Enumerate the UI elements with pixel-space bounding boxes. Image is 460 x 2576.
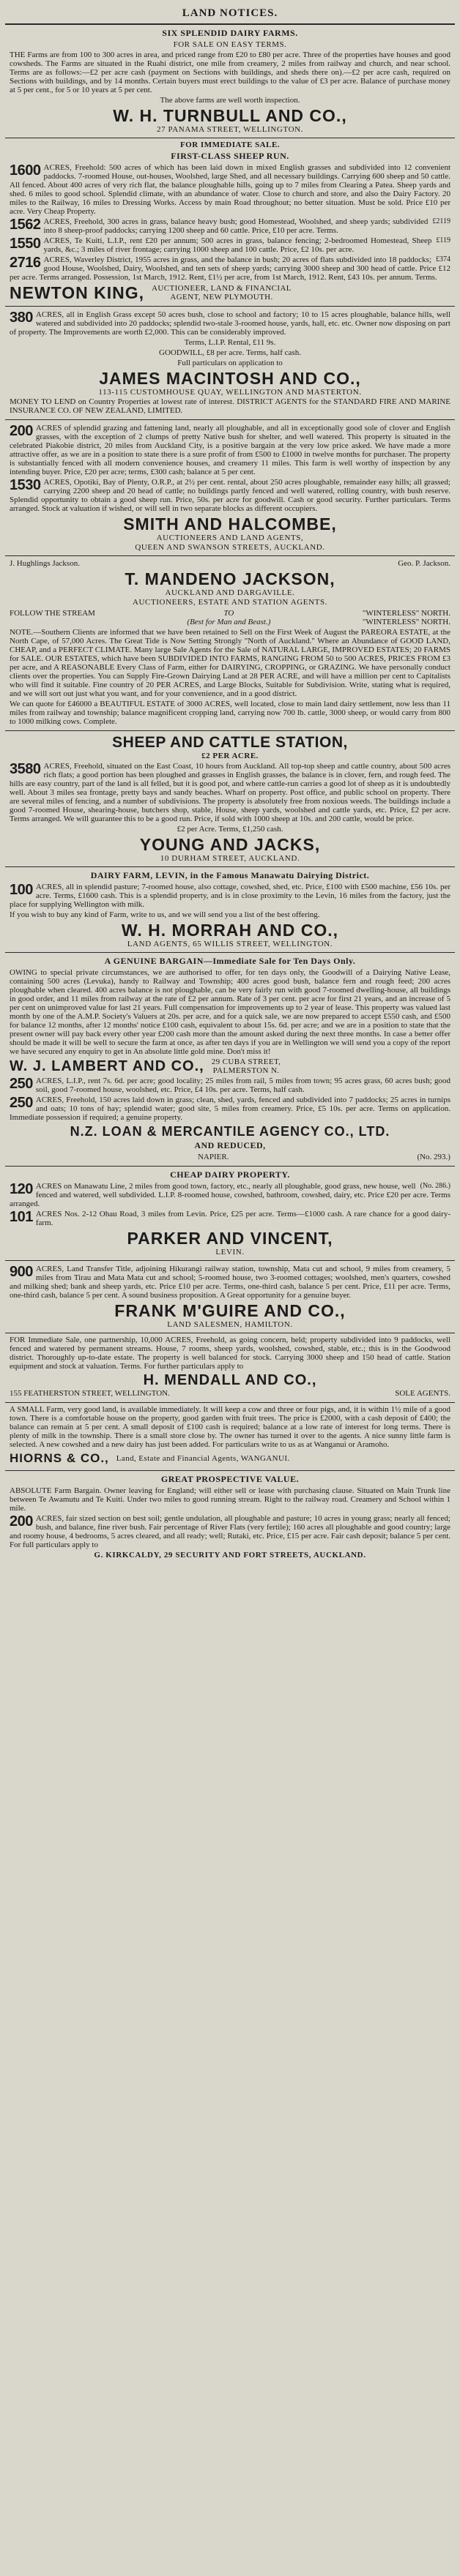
agent-name: YOUNG AND JACKS, [139, 835, 321, 854]
ad-subtitle: £2 PER ACRE. [201, 752, 259, 760]
agent-address: QUEEN AND SWANSON STREETS, AUCKLAND. [135, 543, 325, 552]
agent-name: G. KIRKCALDY, 29 SECURITY AND FORT STREETS, AUCKLAND. [94, 1551, 366, 1560]
listing-text: ACRES on Manawatu Line, 2 miles from good town, factory, etc., nearly all ploughable, good grass, new house, well fenced and watered, well subdivided. L.I.P. 8-roomed house, cowshed, bathroom, cowshed, dairy, etc. Price £20 per acre. Terms arranged. [10, 1182, 450, 1208]
listing-text: ACRES, Opotiki, Bay of Plenty, O.R.P., at 2½ per cent. rental, about 250 acres ploughable, remainder easy hills; all grassed; carrying 2200 sheep and 20 head of cattle; no buildings partly fenced and well watered, rolling country, with bush reserve. Splendid opportunity to obtain a good sheep run. Price, 50s. per acre for goodwill. Cash or good security. Further particulars. Terms arranged. Stock at valuation if wished, or will sell in two separate blocks as different occupiers. [10, 478, 450, 513]
ad-body: If you wish to buy any kind of Farm, write to us, and we will send you a list of the best offering. [10, 910, 320, 919]
listing-ref: £374 [436, 255, 450, 263]
terms-line: GOODWILL, £8 per acre. Terms, half cash. [159, 348, 301, 357]
agent-role: SOLE AGENTS. [395, 1389, 450, 1398]
ad-parker-vincent [5, 1167, 455, 1261]
listing-acres: 380 [10, 310, 33, 326]
listing-item [10, 883, 450, 909]
ad-kirkcaldy [5, 1471, 455, 1563]
listing-ref: £119 [436, 236, 450, 244]
ad-body-note: The above farms are well worth inspection. [160, 96, 300, 105]
listing-acres: 2716 [10, 255, 41, 271]
agent-name: NEWTON KING, [10, 283, 145, 302]
agent-address-line: PALMERSTON N. [212, 1066, 280, 1075]
ad-smith-halcombe [5, 420, 455, 556]
ad-title: FIRST-CLASS SHEEP RUN. [171, 151, 289, 161]
ad-kicker: FOR IMMEDIATE SALE. [179, 141, 281, 149]
agent-address [212, 1057, 281, 1075]
listing-text: ACRES, Freehold: 500 acres of which has been laid down in mixed English grasses and subdivided into 12 convenient paddocks. 7-roomed House, out-houses, Woolshed, large Shed, and all necessary buildings. Carrying 600 sheep and 50 cattle. All fenced. About 400 acres of very rich flat, the balance ploughable hills, going up to 7 miles from Clearing a Patea. Sheep yards and shed. 6 miles to good school. Splendid climate, with an abundance of water. Close to church and store, and also the Dairy Factory. 20 miles to the Railway, 16 miles to Dressing Works. Access by main Road throughout; no better situation. Must be sold. Price £10 per acre. Very Cheap Property. [10, 163, 450, 216]
follow-left: FOLLOW THE STREAM [10, 609, 95, 618]
listing-text: ACRES, all in splendid pasture; 7-roomed house, also cottage, cowshed, shed, etc. Price, £100 with £500 machine, £56 10s. per acre. Terms, £1600 cash. This is a splendid property, and is in close proximity to the Levin, 16 miles from the factory, just the place for supplying Wellington with milk. [10, 883, 450, 909]
listing-text: ACRES, L.I.P., rent 7s. 6d. per acre; good locality; 25 miles from rail, 5 miles from town; 95 acres grass, 60 acres bush; good soil, good 7-roomed house, woolshed, etc. Price, £4 10s. per acre. Terms, half cash. [35, 1077, 450, 1094]
follow-mid [187, 609, 270, 626]
ad-body: THE Farms are from 100 to 300 acres in area, and priced range from £20 to £80 per acre. Three of the properties have houses and good cowsheds. The Farms are situated in the Ruahi district, one mile from creamery, 2 miles from railway and church, and near school. Terms are as follows:—£2 per acre cash (payment on Sections with buildings, and sheds there on).—£2 per acre cash, required on Sections with buildings, and by 14 months. Certain buyers must erect buildings to the value of £3 per acre. Balance of purchase money at 5 per cent., for 5 or 10 years at 5 per cent. [10, 50, 450, 94]
follow-mid-line: TO [223, 609, 234, 618]
agent-name: W. H. TURNBULL AND CO., [113, 106, 347, 125]
ad-kicker: A GENUINE BARGAIN—Immediate Sale for Ten Days Only. [104, 956, 356, 966]
listing-ref: £2119 [432, 217, 450, 225]
agent-role-line: AGENT, NEW PLYMOUTH. [170, 293, 273, 302]
agent-address: 155 FEATHERSTON STREET, WELLINGTON. [10, 1389, 170, 1398]
principal-right: Geo. P. Jackson. [398, 559, 450, 568]
loan-note: MONEY TO LEND on Country Properties at lowest rate of interest. DISTRICT AGENTS for the STANDARD FIRE AND MARINE INSURANCE CO. OF NEW ZEALAND, LIMITED. [10, 397, 450, 415]
agent-name: T. MANDENO JACKSON, [125, 569, 335, 588]
ad-title: GREAT PROSPECTIVE VALUE. [160, 1474, 300, 1484]
agent-name: JAMES MACINTOSH AND CO., [99, 369, 361, 388]
listing-acres: 200 [10, 1513, 33, 1530]
agent-role: Land, Estate and Financial Agents, WANGANUI. [116, 1454, 290, 1463]
follow-right [363, 609, 450, 626]
agent-name: FRANK M'GUIRE AND CO., [114, 1301, 346, 1320]
follow-right-line: "WINTERLESS" NORTH. [362, 618, 450, 626]
agent-name: HIORNS & CO., [10, 1451, 109, 1465]
listing-acres: 101 [10, 1209, 33, 1225]
agent-row [10, 283, 450, 302]
ad-title: CHEAP DAIRY PROPERTY. [170, 1169, 290, 1180]
terms-line: £2 per Acre. Terms, £1,250 cash. [177, 825, 283, 834]
agent-place: AUCKLAND AND DARGAVILLE. [165, 588, 295, 597]
listing-item [10, 163, 450, 216]
listing-acres: 1600 [10, 162, 41, 179]
ad-body: FOR Immediate Sale, one partnership, 10,000 ACRES, Freehold, as going concern, held; property subdivided into 9 paddocks, well fenced and watered by permanent streams. House, 7 rooms, sheep yards, woolshed, cowshed, stable, etc.; this is in the Goodwood district. Thoroughly up-to-date estate. The property is well balanced for stock. Carrying 3000 sheep and 150 head of cattle. Station equipment and stock at valuation. Terms. For further particulars apply to [10, 1336, 450, 1371]
listing-acres: 250 [10, 1076, 33, 1092]
ad-newton-king [5, 138, 455, 307]
terms-line: Terms, L.I.P. Rental, £11 9s. [184, 338, 276, 347]
listing-acres: 1530 [10, 477, 41, 493]
ad-body: NOTE.—Southern Clients are informed that we have been retained to Sell on the First Week of August the PAREORA ESTATE, at the North Cape, of 57,000 Acres. The Great Tide is Now Setting Strongly "North of Auckland." Where an Abundance of GOOD LAND, CHEAP, and a PERFECT CLIMATE. Many large Sale Agents for the Sale of NATURAL LARGE, IMPROVED ESTATES; 20 FARMS for SALE. OUR ESTATES, which have been SUBDIVIDED INTO FARMS, RANGING FROM 50 to 500 ACRES, PRICES FROM £3 per acre, and A REASONABLE Every Class of Farm, either for DAIRYING, CROPPING, or GRAZING. We have personally conduct clients over the properties. You can Supply Fire-Grown Dairying Land at 28 PER ACRE, and will have a million per cent to Capitalists who will find it suitable. Fine country of 20 PER ACRES, and Large Blocks, Suitable for Subdivision. Write, stating what is required, and we will sort out just what you want, and for your convenience, and in a good district. [10, 628, 450, 698]
agent-address: 27 PANAMA STREET, WELLINGTON. [156, 125, 304, 134]
agent-address: LAND SALESMEN, HAMILTON. [167, 1320, 293, 1329]
ad-hiorns [5, 1403, 455, 1471]
listing-text: ACRES Nos. 2-12 Ohau Road, 3 miles from Levin. Price, £25 per acre. Terms—£1000 cash. A rare chance for a good dairy-farm. [35, 1210, 450, 1227]
ad-young-jacks [5, 731, 455, 867]
listing-text: ACRES, Te Kuiti, L.I.P., rent £20 per annum; 500 acres in grass, balance fencing; 2-bedroomed Homestead, Sheep yards, &c.; 3 miles of river frontage; carrying 1000 sheep and 100 cattle. Price, £2 10s. per acre. [43, 236, 432, 254]
listing-text: ACRES, Land Transfer Title, adjoining Hikurangi railway station, township, Mata cut and school, 9 miles from creamery, 5 miles from Tirau and Mata Mata cut and school; 5-roomed house, two 3-roomed cottages; woolshed, men's quarters, cowshed and milking shed; bank and sheep yards, etc. Price £10 per acre. Terms, one-third cash, balance 5 per cent. Price, £11 per acre. Terms, one-third cash, balance 5 per cent. A sound business proposition. A Great opportunity for a genuine buyer. [10, 1265, 450, 1300]
listing-item [10, 217, 450, 235]
listing-acres: 1562 [10, 217, 41, 233]
agent-name: W. H. MORRAH AND CO., [121, 921, 339, 940]
ad-body: We can quote for £46000 a BEAUTIFUL ESTATE of 3000 ACRES, well located, close to main land dairy settlement, now less than 11 miles from railway and township; balance magnificent cropping land, carrying now 700 lb. cattle, 3000 sheep, or would carry from 800 to 1000 milking cows. Complete. [10, 700, 450, 726]
loan-agent-ref: (No. 293.) [417, 1153, 450, 1161]
listing-acres: 120 [10, 1181, 33, 1197]
listing-acres: 3580 [10, 761, 41, 777]
ad-turnbull [5, 25, 455, 138]
agent-row [10, 1450, 450, 1467]
ad-body: ABSOLUTE Farm Bargain. Owner leaving for England; will either sell or lease with purchasing clause. Situated on Main Trunk line between Te Awamutu and Te Kuiti. Under two miles to good running stream. Right to the railway road. Creamery and School within 1 mile. [10, 1486, 450, 1513]
principal-left: J. Hughlings Jackson. [10, 559, 80, 568]
ad-mandeno-jackson [5, 556, 455, 731]
listing-acres: 100 [10, 882, 33, 898]
listing-text: ACRES, Freehold, 300 acres in grass, balance heavy bush; good Homestead, Woolshed, and sheep yards; subdivided into 8 sheep-proof paddocks; carrying 1200 sheep and 60 cattle. Price, £10 per acre. Terms. [43, 217, 429, 235]
agent-name: PARKER AND VINCENT, [127, 1229, 333, 1248]
loan-agent-place: NAPIER. [197, 1153, 229, 1161]
listing-item [10, 255, 450, 282]
follow-right-line: "WINTERLESS" NORTH. [362, 609, 450, 618]
listing-acres: 250 [10, 1095, 33, 1111]
agent-address: LAND AGENTS, 65 WILLIS STREET, WELLINGTON. [127, 940, 333, 948]
page-title: LAND NOTICES. [5, 5, 455, 25]
ad-subtitle: FOR SALE ON EASY TERMS. [173, 40, 287, 49]
agent-address: 10 DURHAM STREET, AUCKLAND. [160, 854, 300, 863]
agent-role [152, 284, 292, 302]
listing-acres: 200 [10, 423, 33, 439]
follow-mid-line: (Best for Man and Beast.) [187, 618, 271, 626]
land-notices-page [5, 5, 455, 2566]
listing-item [10, 1210, 450, 1227]
agent-row [10, 1389, 450, 1398]
agent-place: LEVIN. [215, 1248, 245, 1257]
listing-acres: 1550 [10, 236, 41, 252]
listing-item [10, 236, 450, 254]
agent-address-line: 29 CUBA STREET, [211, 1057, 281, 1066]
ad-title: SHEEP AND CATTLE STATION, [112, 734, 348, 751]
ad-title: DAIRY FARM, LEVIN, in the Famous Manawatu Dairying District. [90, 870, 370, 880]
listing-text: ACRES, Freehold, situated on the East Coast, 10 hours from Auckland. All top-top sheep and cattle country, about 500 acres rich flats; a good portion has been ploughed and grasses in English grasses, the balance is in clover, fern, and rough feed. The hills are easy country, part of the land is all felled, but it is good pot, and where cattle-run carries a good lot of sheep as it is undoubtedly well. About 3 miles sea frontage, pretty bays and sandy beaches. Wharf on property. Post office, and public school on property. There are several miles of fencing, and a number of subdivisions. The property is absolutely free from noxious weeds. The buildings include a good 7-roomed House, shearing-house, butchers shop, stable, House, sheep yards, woolshed and cattle yards, etc. Price, £2 per acre. Terms arranged. We will guarantee this to be a good run. Price, if sold with 1000 sheep at 10s. and 200 cattle, would be price. [10, 762, 450, 823]
principals-row [10, 559, 450, 568]
listing-text: ACRES, all in English Grass except 50 acres bush, close to school and factory; 10 to 15 acres ploughable, balance hills, well watered and subdivided into 20 paddocks; splendid two-stale 3-roomed house, yards, hall, etc. etc. Owner now disposing on part of property. The Improvements are worth £2,000. This can be considerably improved. [10, 310, 450, 337]
listing-ref: (No. 286.) [420, 1182, 450, 1190]
listing-item [10, 1182, 450, 1208]
ad-body: A SMALL Farm, very good land, is available immediately. It will keep a cow and three or four pigs, and, it is within 1½ mile of a good town. There is a comfortable house on the property, good garden with fruit trees. The price is £2000, with a cash deposit of £400; the balance can remain at 5 per cent. A small deposit of £100 cash is required; balance at a low rate of interest for long terms. There is plenty of milk in the township. There is a small store close by. The owner has turned it over to the agents. A nice sunny little farm is selected. A new cowshed and a new dairy has just been added. For particulars write to us as at Wanganui or Aramoho. [10, 1405, 450, 1449]
terms-line: Full particulars on application to [177, 359, 283, 367]
listing-text: ACRES, Waverley District, 1955 acres in grass, and the balance in bush; 20 acres of flats subdivided into 18 paddocks; good House, Woolshed, Dairy, Woolshed, and ten sets of sheep yards; carrying 3000 sheep and 300 head of cattle. Price £12 per acre. Terms arranged. Possession, 1st March, 1912. Rent, £1½ per acre, from 1st March, 1912. Rent, £43 10s. per annum. Terms. [10, 255, 450, 282]
listing-text: ACRES, fair sized section on best soil; gentle undulation, all ploughable and pasture; 10 acres in young grass; nearly all fenced; bush, and balance, fine river bush. Fair percentage of River Flats (very fertile); 160 acres all ploughable and good country; large and roomy house, 4 bedrooms, 5 acres cleared, and all ready; well; Rutaki, etc. Price, £15 per acre. Fair cash deposit; balance 5 per cent. For full particulars apply to [10, 1514, 450, 1549]
agent-row [10, 1057, 450, 1075]
agent-name: H. MENDALL AND CO., [143, 1372, 317, 1388]
ad-morrah [5, 867, 455, 953]
listing-item [10, 478, 450, 513]
ad-title: SIX SPLENDID DAIRY FARMS. [162, 28, 298, 38]
ad-body: OWING to special private circumstances, we are authorised to offer, for ten days only, the Goodwill of a Dairying Native Lease, containing 500 acres (Levuka), handy to Railway and Township; 400 acres good bush, balance fern and rough feed; 200 acres ploughable when cleared. 400 acres balance is not ploughable, can be very fairly run with good 7-roomed dwelling-house, all buildings in good order, and 11 miles from railway at the rate of £2 per annum. Rate of 3 per cent. per acre for first 21 years, and an increase of 5 per cent on unimproved value for last 21 years. Full compensation for improvements up to 2 year of lease. This property was valued last month by one of the A.M.P. Society's Valuers at 20s. per acre, and for a quick sale, we are now prepared to accept £550 cash, and £500 for balance 12 months, after 12 months' notice £100 cash, equivalent to about 15s. 6d. per acre; and we are in a position to state that the present owner will pay back every other year £200 cash more than the amount asked during the next three months. In case a better offer should be made it will be well to secure the farm at once, as after ten days if you are in Wellington we will send you a copy of the report we have secured any enquiry to get in An absolute little gold mine. Don't miss it! [10, 968, 450, 1056]
loan-agent-sub: AND REDUCED, [194, 1140, 266, 1150]
loan-agent-name: N.Z. LOAN & MERCANTILE AGENCY CO., LTD. [70, 1124, 390, 1139]
listing-acres: 900 [10, 1264, 33, 1280]
agent-role: AUCTIONEERS AND LAND AGENTS, [156, 533, 304, 542]
agent-name: SMITH AND HALCOMBE, [123, 514, 337, 533]
listing-item [10, 310, 450, 337]
listing-text: ACRES, Freehold, 150 acres laid down in grass; clean, shed, yards, fenced and subdivided into 7 paddocks; 25 acres in turnips and oats; 10 tons of hay; splendid water; good site, 5 miles from creamery. Price, £5 10s. per acre. Terms on application. Immediate possession if required; a genuine property. [10, 1096, 450, 1122]
ad-macintosh [5, 307, 455, 420]
follow-banner [10, 609, 450, 626]
agent-name: W. J. LAMBERT AND CO., [10, 1058, 204, 1074]
ad-mendall [5, 1333, 455, 1403]
listing-item [10, 1265, 450, 1300]
listing-item [10, 1514, 450, 1549]
agent-role-line: AUCTIONEER, LAND & FINANCIAL [152, 284, 292, 293]
listing-item [10, 1077, 450, 1094]
listing-item [10, 762, 450, 823]
agent-role: AUCTIONEERS, ESTATE AND STATION AGENTS. [132, 598, 328, 607]
agent-address: 113-115 CUSTOMHOUSE QUAY, WELLINGTON AND MASTERTON. [98, 388, 362, 397]
ad-lambert [5, 953, 455, 1167]
listing-item [10, 424, 450, 476]
ad-mcguire [5, 1261, 455, 1333]
listing-text: ACRES of splendid grazing and fattening land, nearly all ploughable, and all in exceptionally good sole of clover and English grasses, with the exception of 2 clumps of pretty Native bush for shelter, and well watered. This property is situated in the celebrated Piakobie district, 20 miles from Auckland City, is a positive bargain at the very low price asked. We have made a more attractive offer, as we are in a position to state there is a sure profit of from £500 to £1000 in twelve months for purchaser. The property is substantially fenced with all modern convenience houses, and creamery 11 miles. This farm is well worthy of inspection by any intending buyer. Price, £20 per acre; terms, £300 cash; balance at 5 per cent. [10, 424, 450, 476]
listing-item [10, 1096, 450, 1122]
loan-agent-row [10, 1153, 450, 1161]
